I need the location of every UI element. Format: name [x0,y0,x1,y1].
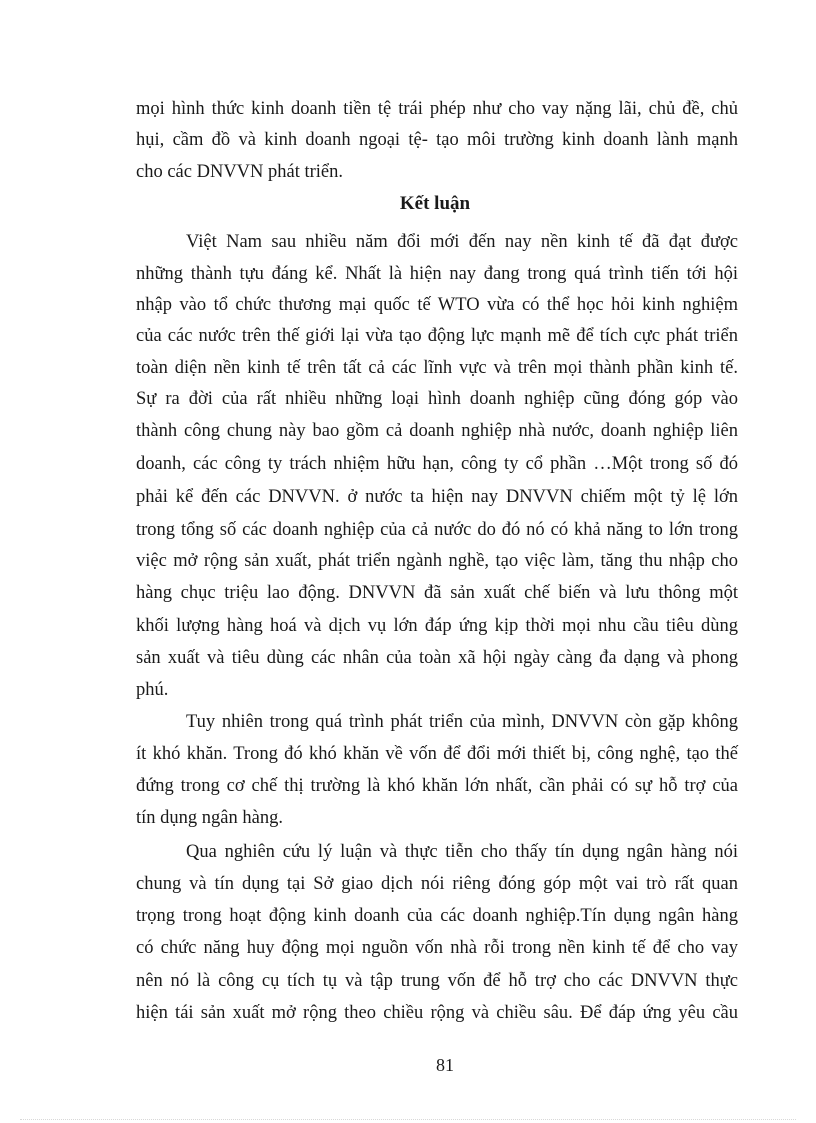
text-line: trọng trong hoạt động kinh doanh của các doanh nghiệp.Tín dụng ngân hàng [136,906,738,926]
text-line: Sự ra đời của rất nhiều những loại hình doanh nghiệp cũng đóng góp vào [136,389,738,409]
text-line: hàng chục triệu lao động. DNVVN đã sản xuất chế biến và lưu thông một [136,583,738,603]
text-line: hiện tái sản xuất mở rộng theo chiều rộng và chiều sâu. Để đáp ứng yêu cầu [136,1003,738,1023]
page-number: 81 [436,1055,454,1075]
text-line: phú. [136,680,169,700]
text-line: khối lượng hàng hoá và dịch vụ lớn đáp ứng kịp thời mọi nhu cầu tiêu dùng [136,616,738,636]
text-line: có chức năng huy động mọi nguồn vốn nhà rỗi trong nền kinh tế để cho vay [136,938,738,958]
text-line: phải kể đến các DNVVN. ở nước ta hiện nay DNVVN chiếm một tỷ lệ lớn [136,487,738,507]
text-line: hụi, cầm đồ và kinh doanh ngoại tệ- tạo môi trường kinh doanh lành mạnh [136,130,738,150]
text-line: toàn diện nền kinh tế trên tất cả các lĩnh vực và trên mọi thành phần kinh tế. [136,358,738,378]
text-line: Qua nghiên cứu lý luận và thực tiễn cho thấy tín dụng ngân hàng nói [186,842,738,862]
text-line: nên nó là công cụ tích tụ và tập trung vốn để hỗ trợ cho các DNVVN thực [136,971,738,991]
text-line: mọi hình thức kinh doanh tiền tệ trái phép như cho vay nặng lãi, chủ đề, chủ [136,99,738,119]
text-line: thành công chung này bao gồm cả doanh nghiệp nhà nước, doanh nghiệp liên [136,421,738,441]
page-bottom-divider [20,1119,796,1120]
text-line: chung và tín dụng tại Sở giao dịch nói riêng đóng góp một vai trò rất quan [136,874,738,894]
text-line: sản xuất và tiêu dùng các nhân của toàn xã hội ngày càng đa dạng và phong [136,648,738,668]
text-line: nhập vào tổ chức thương mại quốc tế WTO vừa có thể học hỏi kinh nghiệm [136,295,738,315]
section-heading: Kết luận [399,193,471,214]
text-line: của các nước trên thế giới lại vừa tạo động lực mạnh mẽ để tích cực phát triển [136,326,738,346]
text-line: Tuy nhiên trong quá trình phát triển của mình, DNVVN còn gặp không [186,712,738,732]
text-line: ít khó khăn. Trong đó khó khăn về vốn để đổi mới thiết bị, công nghệ, tạo thế [136,744,738,764]
text-line: doanh, các công ty trách nhiệm hữu hạn, công ty cổ phần …Một trong số đó [136,454,738,474]
text-line: cho các DNVVN phát triển. [136,162,344,182]
text-line: tín dụng ngân hàng. [136,808,283,828]
text-line: đứng trong cơ chế thị trường là khó khăn lớn nhất, cần phải có sự hỗ trợ của [136,776,738,796]
text-line: những thành tựu đáng kể. Nhất là hiện nay đang trong quá trình tiến tới hội [136,264,738,284]
text-line: Việt Nam sau nhiều năm đổi mới đến nay nền kinh tế đã đạt được [186,232,738,252]
text-line: việc mở rộng sản xuất, phát triển ngành nghề, tạo việc làm, tăng thu nhập cho [136,551,738,571]
text-line: trong tổng số các doanh nghiệp của cả nước do đó nó có khả năng to lớn trong [136,520,738,540]
